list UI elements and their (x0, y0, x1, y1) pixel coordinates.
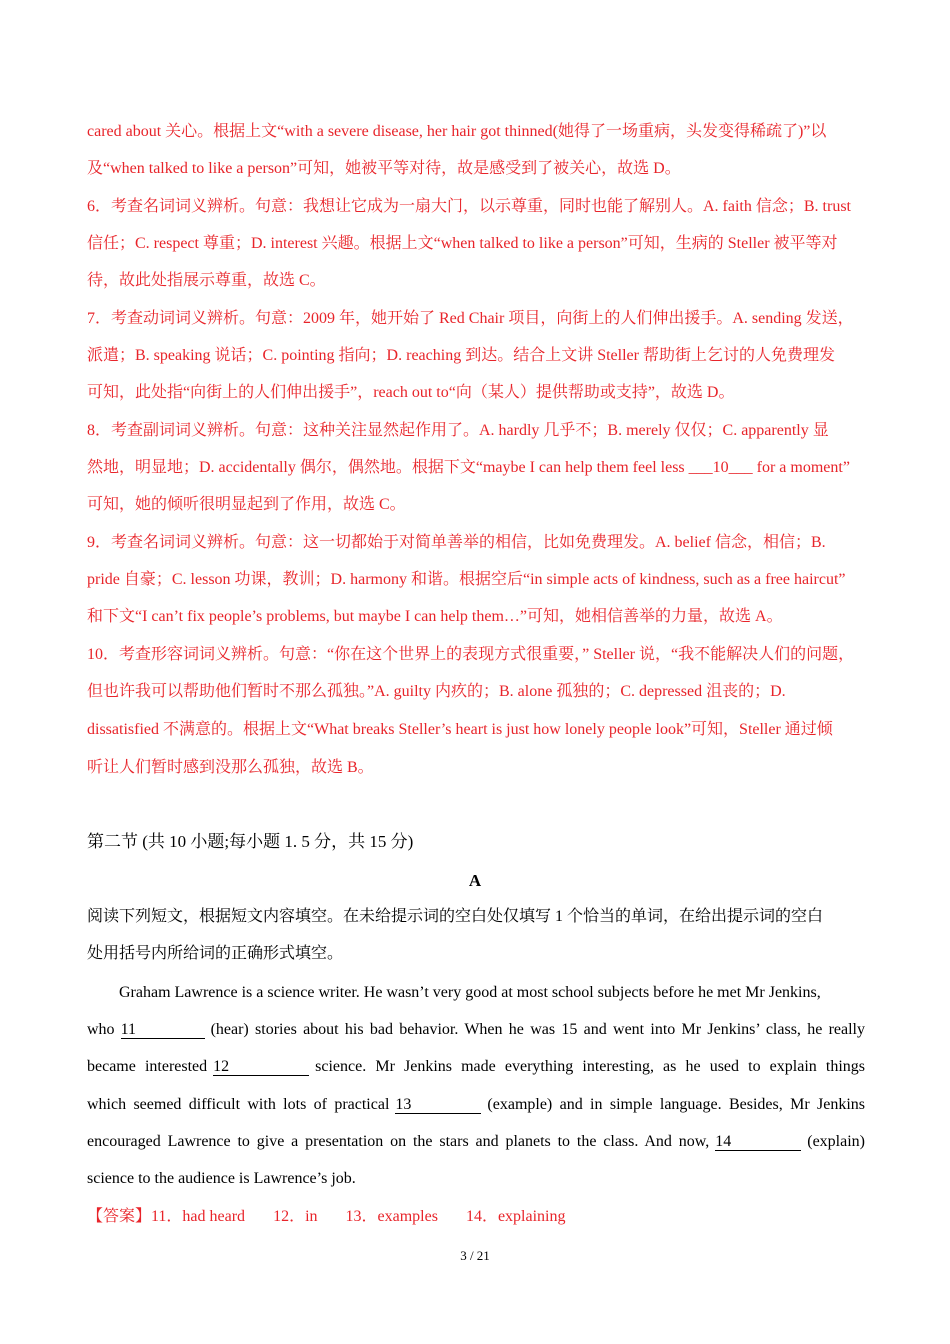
passage-line: science to the audience is Lawrence’s job. (87, 1170, 356, 1187)
explanation-line: pride 自豪；C. lesson 功课，教训；D. harmony 和谐。根据空后“in simple acts of kindness, such as a free haircut” (87, 571, 846, 588)
blank-14: 14 (715, 1133, 801, 1151)
passage-line: Graham Lawrence is a science writer. He wasn’t very good at most school subjects before he met Mr Jenkins, (119, 984, 821, 1001)
passage-text: science. Mr Jenkins made everything interesting, as he used to explain things (315, 1058, 866, 1075)
explanation-line: cared about 关心。根据上文“with a severe disease, her hair got thinned(她得了一场重病，头发变得稀疏了)”以 (87, 123, 827, 140)
passage-text: became interested (87, 1058, 208, 1075)
answer-line (87, 1206, 566, 1228)
explanation-line: 7．考查动词词义辨析。句意：2009 年，她开始了 Red Chair 项目，向街上的人们伸出援手。A. sending 发送， (87, 310, 854, 327)
explanation-line: 8．考查副词词义辨析。句意：这种关注显然起作用了。A. hardly 几乎不；B. merely 仅仅；C. apparently 显 (87, 422, 829, 439)
answer-label: 【答案】 (87, 1208, 152, 1225)
passage-text: (explain) (807, 1133, 865, 1150)
passage-text: encouraged Lawrence to give a presentation on the stars and planets to the class. And now, (87, 1133, 710, 1150)
explanation-line: 派遣；B. speaking 说话；C. pointing 指向；D. reaching 到达。结合上文讲 Steller 帮助街上乞讨的人免费理发 (87, 347, 835, 364)
explanation-line: 6．考查名词词义辨析。句意：我想让它成为一扇大门，以示尊重，同时也能了解别人。A. faith 信念；B. trust (87, 198, 851, 215)
answer-14: 14．explaining (465, 1208, 566, 1225)
passage-text: who (87, 1021, 115, 1038)
answer-12: 12．in (273, 1208, 318, 1225)
explanation-line: 听让人们暂时感到没那么孤独，故选 B。 (87, 759, 374, 776)
blank-12: 12 (213, 1058, 309, 1076)
explanation-line: 可知，她的倾听很明显起到了作用，故选 C。 (87, 496, 406, 513)
explanation-line: 信任；C. respect 尊重；D. interest 兴趣。根据上文“when talked to like a person”可知，生病的 Steller 被平等对 (87, 235, 838, 252)
explanation-line: 然地，明显地；D. accidentally 偶尔，偶然地。根据下文“maybe I can help them feel less ___10___ for a moment” (87, 459, 850, 476)
passage-line (87, 1019, 865, 1041)
explanation-line: 及“when talked to like a person”可知，她被平等对待，故是感受到了被关心，故选 D。 (87, 160, 681, 177)
page-number: 3 / 21 (460, 1248, 490, 1263)
explanation-line: dissatisfied 不满意的。根据上文“What breaks Steller’s heart is just how lonely people look”可知，Steller 通过倾 (87, 721, 833, 738)
blank-11: 11 (121, 1021, 205, 1039)
explanation-line: 待，故此处指展示尊重，故选 C。 (87, 272, 326, 289)
passage-line (87, 1094, 865, 1116)
passage-text: (example) and in simple language. Besides, Mr Jenkins (487, 1096, 866, 1113)
explanation-line: 可知，此处指“向街上的人们伸出援手”，reach out to“向（某人）提供帮助或支持”，故选 D。 (87, 384, 735, 401)
answer-11: 11．had heard (151, 1208, 246, 1225)
blank-13: 13 (395, 1096, 481, 1114)
explanation-line: 10．考查形容词词义辨析。句意：“你在这个世界上的表现方式很重要，” Steller 说，“我不能解决人们的问题， (87, 646, 855, 663)
explanation-line: 但也许我可以帮助他们暂时不那么孤独。”A. guilty 内疚的；B. alone 孤独的；C. depressed 沮丧的；D. (87, 683, 786, 700)
answer-13: 13．examples (345, 1208, 438, 1225)
passage-text: which seemed difficult with lots of practical (87, 1096, 390, 1113)
explanation-line: 9．考查名词词义辨析。句意：这一切都始于对简单善举的相信，比如免费理发。A. belief 信念，相信；B. (87, 534, 826, 551)
passage-line (87, 1131, 865, 1153)
passage-text: (hear) stories about his bad behavior. When he was 15 and went into Mr Jenkins’ class, he really (210, 1021, 865, 1038)
part-title: A (468, 871, 482, 890)
passage-line (87, 1056, 865, 1078)
instruction-line: 阅读下列短文，根据短文内容填空。在未给提示词的空白处仅填写 1 个恰当的单词，在给出提示词的空白 (87, 908, 824, 925)
explanation-line: 和下文“I can’t fix people’s problems, but maybe I can help them…”可知，她相信善举的力量，故选 A。 (87, 608, 783, 625)
section-heading: 第二节 (共 10 小题;每小题 1. 5 分，共 15 分) (87, 832, 414, 851)
instruction-line: 处用括号内所给词的正确形式填空。 (87, 945, 344, 962)
